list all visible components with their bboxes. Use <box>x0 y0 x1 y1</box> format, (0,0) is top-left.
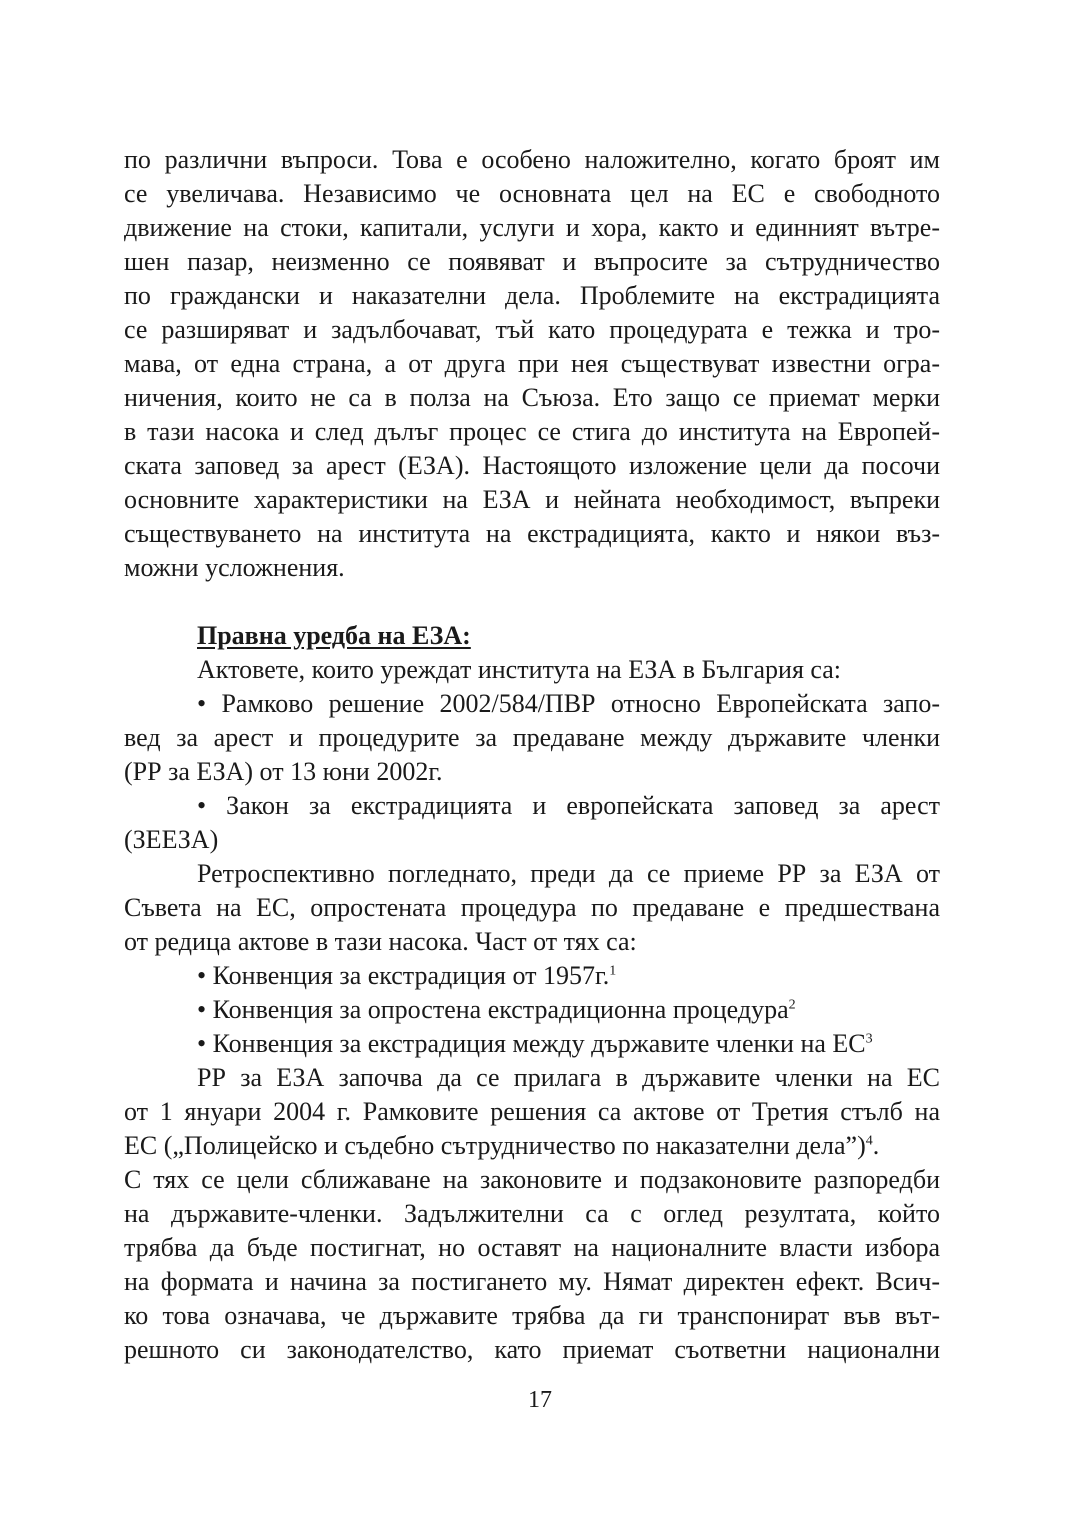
footnote-marker: 4 <box>865 1133 873 1149</box>
footnote-marker: 3 <box>865 1031 873 1047</box>
list-item <box>197 959 940 993</box>
text-line: от 1 януари 2004 г. Рамковите решения са актове от Третия стълб на <box>124 1097 940 1126</box>
page-number: 17 <box>528 1387 552 1413</box>
text-line: съществуването на института на екстрадицията, както и някои въз- <box>124 519 940 548</box>
text-line: шен пазар, неизменно се появяват и въпросите за сътрудничество <box>124 247 940 276</box>
text-line: решното си законодателство, като приемат съответни национални <box>124 1335 940 1364</box>
text-line-body: ЕС („Полицейско и съдебно сътрудничество по наказателни дела”) <box>124 1131 866 1160</box>
text-line: (РР за ЕЗА) от 13 юни 2002г. <box>124 757 443 786</box>
text-line: движение на стоки, капитали, услуги и хора, както и единният вътре- <box>124 213 940 242</box>
text-line-end: . <box>872 1131 880 1160</box>
text-line: можни усложнения. <box>124 553 345 582</box>
text-line: на държавите-членки. Задължителни са с оглед резултата, който <box>124 1199 940 1228</box>
list-item <box>197 993 940 1027</box>
list-item-text: • Конвенция за екстрадиция от 1957г. <box>197 961 610 990</box>
footnote-marker: 1 <box>609 963 617 979</box>
text-line: в тази насока и след дълъг процес се стига до института на Европей- <box>124 417 940 446</box>
text-line: • Рамково решение 2002/584/ПВР относно Европейската запо- <box>197 689 940 718</box>
section-heading <box>197 619 940 653</box>
text-line: ничения, които не са в полза на Съюза. Ето защо се приемат мерки <box>124 383 940 412</box>
text-line: ската заповед за арест (ЕЗА). Настоящото изложение цели да посочи <box>124 451 940 480</box>
text-line: по различни въпроси. Това е особено наложително, когато броят им <box>124 145 940 174</box>
text-line: (ЗЕЕЗА) <box>124 825 219 854</box>
text-line: от редица актове в тази насока. Част от тях са: <box>124 927 637 956</box>
text-line: на формата и начина за постигането му. Нямат директен ефект. Всич- <box>124 1267 940 1296</box>
footnote-marker: 2 <box>788 997 796 1013</box>
list-item-text: • Конвенция за опростена екстрадиционна процедура <box>197 995 789 1024</box>
list-item-text: • Конвенция за екстрадиция между държавите членки на ЕС <box>197 1029 866 1058</box>
text-line: се увеличава. Независимо че основната цел на ЕС е свободното <box>124 179 940 208</box>
text-line: Ретроспективно погледнато, преди да се приеме РР за ЕЗА от <box>197 859 940 888</box>
text-line <box>124 1129 940 1163</box>
text-line: Съвета на ЕС, опростената процедура по предаване е предшествана <box>124 893 940 922</box>
section-heading-text: Правна уредба на ЕЗА: <box>197 621 471 650</box>
text-line: С тях се цели сближаване на законовите и подзаконовите разпоредби <box>124 1165 940 1194</box>
text-line: вед за арест и процедурите за предаване между държавите членки <box>124 723 940 752</box>
text-line: по граждански и наказателни дела. Проблемите на екстрадицията <box>124 281 940 310</box>
text-line: се разширяват и задълбочават, тъй като процедурата е тежка и тро- <box>124 315 940 344</box>
list-item <box>197 1027 940 1061</box>
section-intro: Актовете, които уреждат института на ЕЗА в България са: <box>197 655 842 684</box>
text-line: • Закон за екстрадицията и европейската заповед за арест <box>197 791 940 820</box>
text-line: трябва да бъде постигнат, но оставят на националните власти избора <box>124 1233 940 1262</box>
text-line: ко това означава, че държавите трябва да ги транспонират във вът- <box>124 1301 940 1330</box>
text-line: РР за ЕЗА започва да се прилага в държавите членки на ЕС <box>197 1063 940 1092</box>
text-line: основните характеристики на ЕЗА и нейната необходимост, въпреки <box>124 485 940 514</box>
text-line: мава, от една страна, а от друга при нея съществуват известни огра- <box>124 349 940 378</box>
